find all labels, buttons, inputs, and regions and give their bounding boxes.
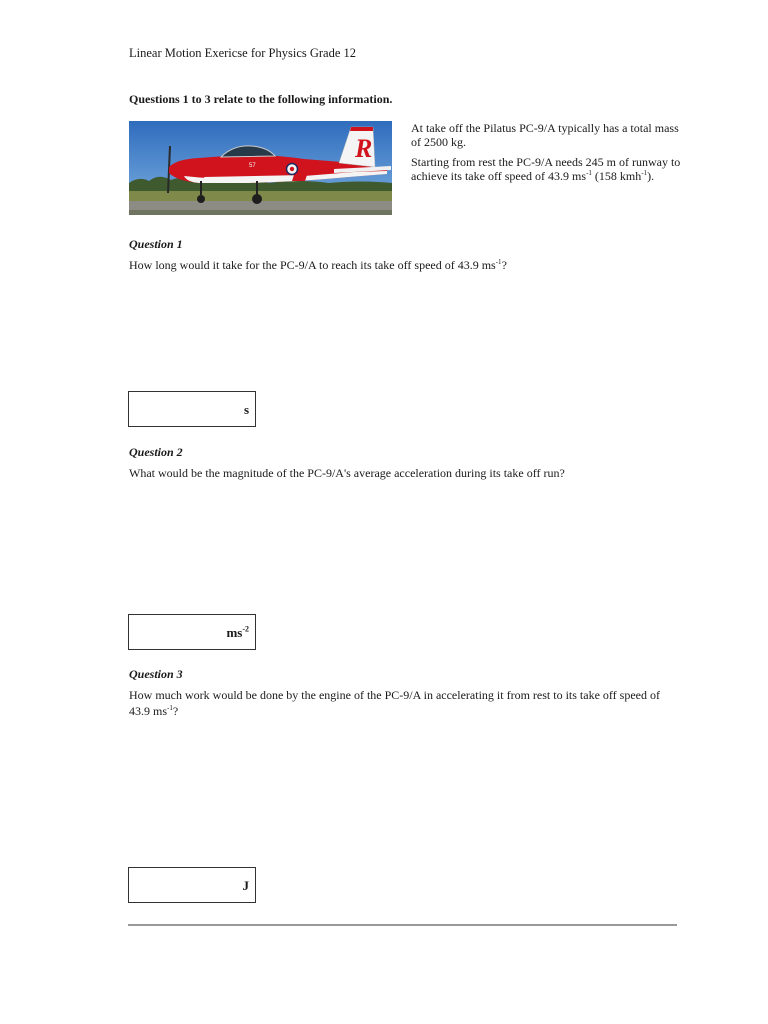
- intro-heading: Questions 1 to 3 relate to the following information.: [129, 92, 393, 106]
- answer-box-1[interactable]: [128, 391, 256, 427]
- info-runway: Starting from rest the PC-9/A needs 245 m of runway to achieve its take off speed of 43.9 $ms^{-1}$ (158 kmh$^{-1}$).: [411, 155, 681, 183]
- wing-tip: [292, 175, 307, 181]
- answer-unit-3: J: [242, 878, 249, 893]
- tail-fin-tip: [350, 127, 373, 131]
- footer-divider: [128, 924, 677, 926]
- answer-unit-2: $ms^{-2}$: [226, 624, 249, 640]
- question-1-text: How long would it take for the PC-9/A to reach its take off speed of 43.9 $ms^{-1}$?: [129, 258, 507, 272]
- main-wheel: [252, 194, 262, 204]
- info-mass: At take off the Pilatus PC-9/A typically has a total mass of 2500 kg.: [411, 121, 679, 149]
- answer-box-3[interactable]: [128, 867, 256, 903]
- runway-edge: [129, 210, 392, 215]
- answer-unit-1: s: [243, 402, 249, 417]
- page-header: Linear Motion Exericse for Physics Grade 12: [129, 46, 357, 60]
- question-1-title: Question 1: [129, 237, 183, 251]
- roundel-center: [290, 167, 294, 171]
- question-2-text: What would be the magnitude of the PC-9/A's average acceleration during its take off run?: [129, 466, 565, 480]
- answer-box-2[interactable]: [128, 614, 256, 650]
- tail-letter: R: [355, 134, 373, 163]
- question-3-text: How much work would be done by the engine of the PC-9/A in accelerating it from rest to its take off speed of 43.9 $ms^{-1}$?: [129, 688, 660, 718]
- fuselage-number: 57: [249, 163, 256, 169]
- aircraft-photo: [129, 121, 392, 215]
- question-3-title: Question 3: [129, 667, 183, 681]
- nose-wheel: [197, 195, 205, 203]
- info-text: [411, 121, 681, 189]
- question-2-title: Question 2: [129, 445, 183, 459]
